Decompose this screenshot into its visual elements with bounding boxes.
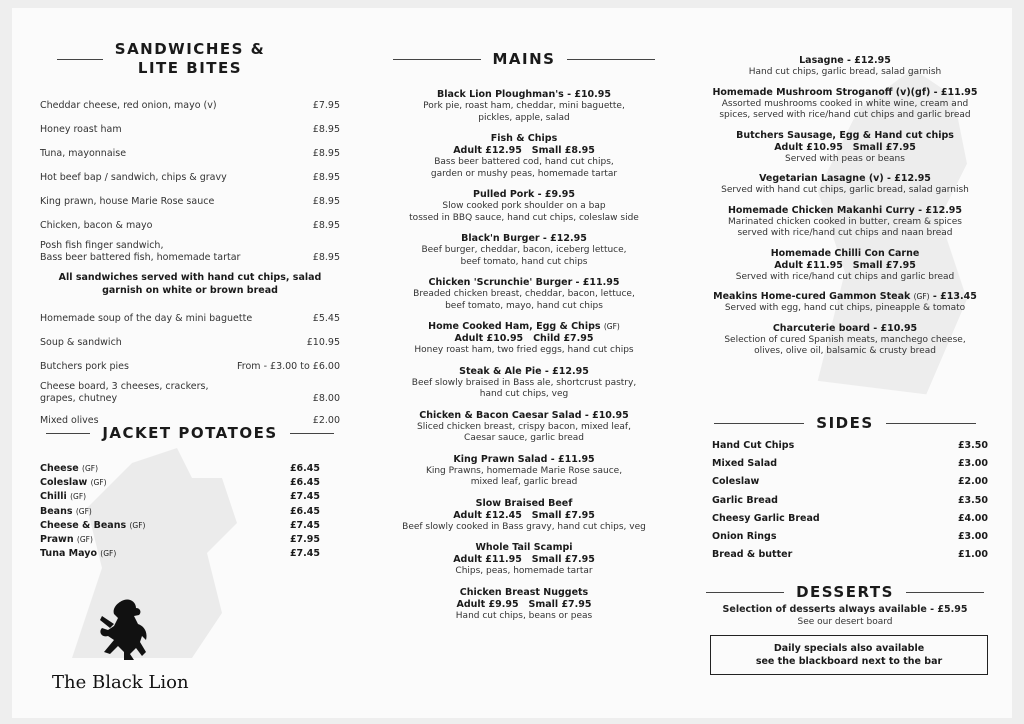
list-item: Coleslaw (GF) £6.45 [40,477,320,489]
list-item: Chilli (GF) £7.45 [40,491,320,503]
sides-heading [702,414,988,433]
heading-rule [567,59,655,60]
sandwiches-title-line1: SANDWICHES & [114,40,266,58]
heading-rule [906,592,984,593]
mains-heading [370,50,678,69]
brand-name: The Black Lion [52,672,189,693]
heading-rule [714,423,804,424]
list-item: Cheese (GF) £6.45 [40,463,320,474]
sandwiches-column [38,8,342,560]
brand-logo [52,596,212,693]
jacket-title: JACKET POTATOES [102,424,278,442]
heading-rule [393,59,481,60]
list-item: Tuna, mayonnaise £8.95 [40,148,340,159]
menu-item: Chicken Breast Nuggets Adult £9.95 Small £7.95 Hand cut chips, beans or peas [455,586,593,621]
jacket-heading [38,424,342,443]
list-item: Cheesy Garlic Bread £4.00 [712,512,988,524]
menu-page [12,8,1012,718]
heading-rule [57,59,103,60]
list-item: Bread & butter £1.00 [712,549,988,561]
heading-rule [886,423,976,424]
menu-item: Home Cooked Ham, Egg & Chips (GF) Adult £10.95 Child £7.95 Honey roast ham, two fried eggs, hand cut chips [414,321,634,355]
list-item: Beans (GF) £6.45 [40,505,320,517]
sandwiches-list [40,88,340,427]
right-column [702,8,988,667]
list-item: Cheese & Beans (GF) £7.45 [40,519,320,531]
list-item: Butchers pork pies From - £3.00 to £6.00 [40,361,340,372]
heading-rule [46,433,90,434]
menu-item: Slow Braised Beef Adult £12.45 Small £7.95 Beef slowly cooked in Bass gravy, hand cut chips, veg [402,497,646,532]
sides-list [712,437,988,564]
menu-item: Vegetarian Lasagne (v) - £12.95 Served with hand cut chips, garlic bread, salad garnish [721,173,969,195]
menu-item: Butchers Sausage, Egg & Hand cut chips Adult £10.95 Small £7.95 Served with peas or beans [736,129,954,164]
desserts-text: Selection of desserts always available - £5.95 See our desert board [722,604,968,627]
mains-list [370,89,678,622]
menu-item: Fish & Chips Adult £12.95 Small £8.95 Bass beer battered cod, hand cut chips, garden or mushy peas, homemade tartar [430,133,618,179]
menu-item: Homemade Chicken Makanhi Curry - £12.95 Marinated chicken cooked in butter, cream & spices served with rice/hand cut chips and naan bread [727,204,963,238]
desserts-heading [702,583,988,602]
mains-continued-list [702,55,988,358]
mains-title: MAINS [492,50,556,68]
list-item: Tuna Mayo (GF) £7.45 [40,548,320,560]
specials-box: Daily specials also available see the blackboard next to the bar [710,635,988,675]
list-item: Hot beef bap / sandwich, chips & gravy £8.95 [40,172,340,183]
menu-item: Steak & Ale Pie - £12.95 Beef slowly braised in Bass ale, shortcrust pastry, hand cut chips, veg [411,365,637,399]
menu-item: King Prawn Salad - £11.95 King Prawns, homemade Marie Rose sauce, mixed leaf, garlic bread [425,453,623,487]
menu-item: Meakins Home-cured Gammon Steak (GF) - £13.45 Served with egg, hand cut chips, pineapple & tomato [713,291,977,313]
mains-column [370,8,678,631]
rampant-lion-icon [94,596,154,662]
menu-item: Homemade Mushroom Stroganoff (v)(gf) - £11.95 Assorted mushrooms cooked in white wine, cream and spices, served with rice/hand cut chips and garlic bread [712,86,978,120]
list-item: Prawn (GF) £7.95 [40,534,320,546]
list-item: Honey roast ham £8.95 [40,124,340,135]
heading-rule [706,592,784,593]
sides-title: SIDES [816,414,874,432]
list-item: Mixed Salad £3.00 [712,458,988,470]
desserts-title: DESSERTS [796,583,894,601]
menu-item: Chicken & Bacon Caesar Salad - £10.95 Sliced chicken breast, crispy bacon, mixed leaf, Caesar sauce, garlic bread [417,409,631,443]
list-item: Hand Cut Chips £3.50 [712,440,988,451]
menu-item: Chicken 'Scrunchie' Burger - £11.95 Breaded chicken breast, cheddar, bacon, lettuce, beef tomato, mayo, hand cut chips [413,277,635,311]
heading-rule [290,433,334,434]
sandwiches-title-line2: LITE BITES [137,59,243,77]
menu-item: Lasagne - £12.95 Hand cut chips, garlic bread, salad garnish [748,55,942,77]
jacket-list [40,462,320,561]
list-item: Cheddar cheese, red onion, mayo (v) £7.95 [40,100,340,111]
sandwich-note: All sandwiches served with hand cut chips, salad garnish on white or brown bread [58,272,322,296]
list-item: Coleslaw £2.00 [712,476,988,488]
menu-item: Black'n Burger - £12.95 Beef burger, cheddar, bacon, iceberg lettuce, beef tomato, hand cut chips [421,233,627,267]
list-item: Mixed olives £2.00 [40,415,340,426]
menu-item: Homemade Chilli Con Carne Adult £11.95 Small £7.95 Served with rice/hand cut chips and garlic bread [735,247,955,282]
list-item: Soup & sandwich £10.95 [40,337,340,348]
list-item: Homemade soup of the day & mini baguette £5.45 [40,313,340,324]
list-item: Garlic Bread £3.50 [712,494,988,506]
list-item: King prawn, house Marie Rose sauce £8.95 [40,196,340,207]
list-item: Posh fish finger sandwich, Bass beer battered fish, homemade tartar £8.95 [40,240,340,263]
list-item: Onion Rings £3.00 [712,531,988,543]
menu-item: Black Lion Ploughman's - £10.95 Pork pie, roast ham, cheddar, mini baguette, pickles, apple, salad [423,89,625,123]
menu-item: Pulled Pork - £9.95 Slow cooked pork shoulder on a bap tossed in BBQ sauce, hand cut chips, coleslaw side [409,189,639,223]
sandwiches-heading [38,40,342,78]
list-item: Cheese board, 3 cheeses, crackers, grapes, chutney £8.00 [40,381,340,404]
menu-item: Charcuterie board - £10.95 Selection of cured Spanish meats, manchego cheese, olives, olive oil, balsamic & crusty bread [724,322,966,356]
list-item: Chicken, bacon & mayo £8.95 [40,220,340,231]
menu-item: Whole Tail Scampi Adult £11.95 Small £7.95 Chips, peas, homemade tartar [453,542,595,576]
